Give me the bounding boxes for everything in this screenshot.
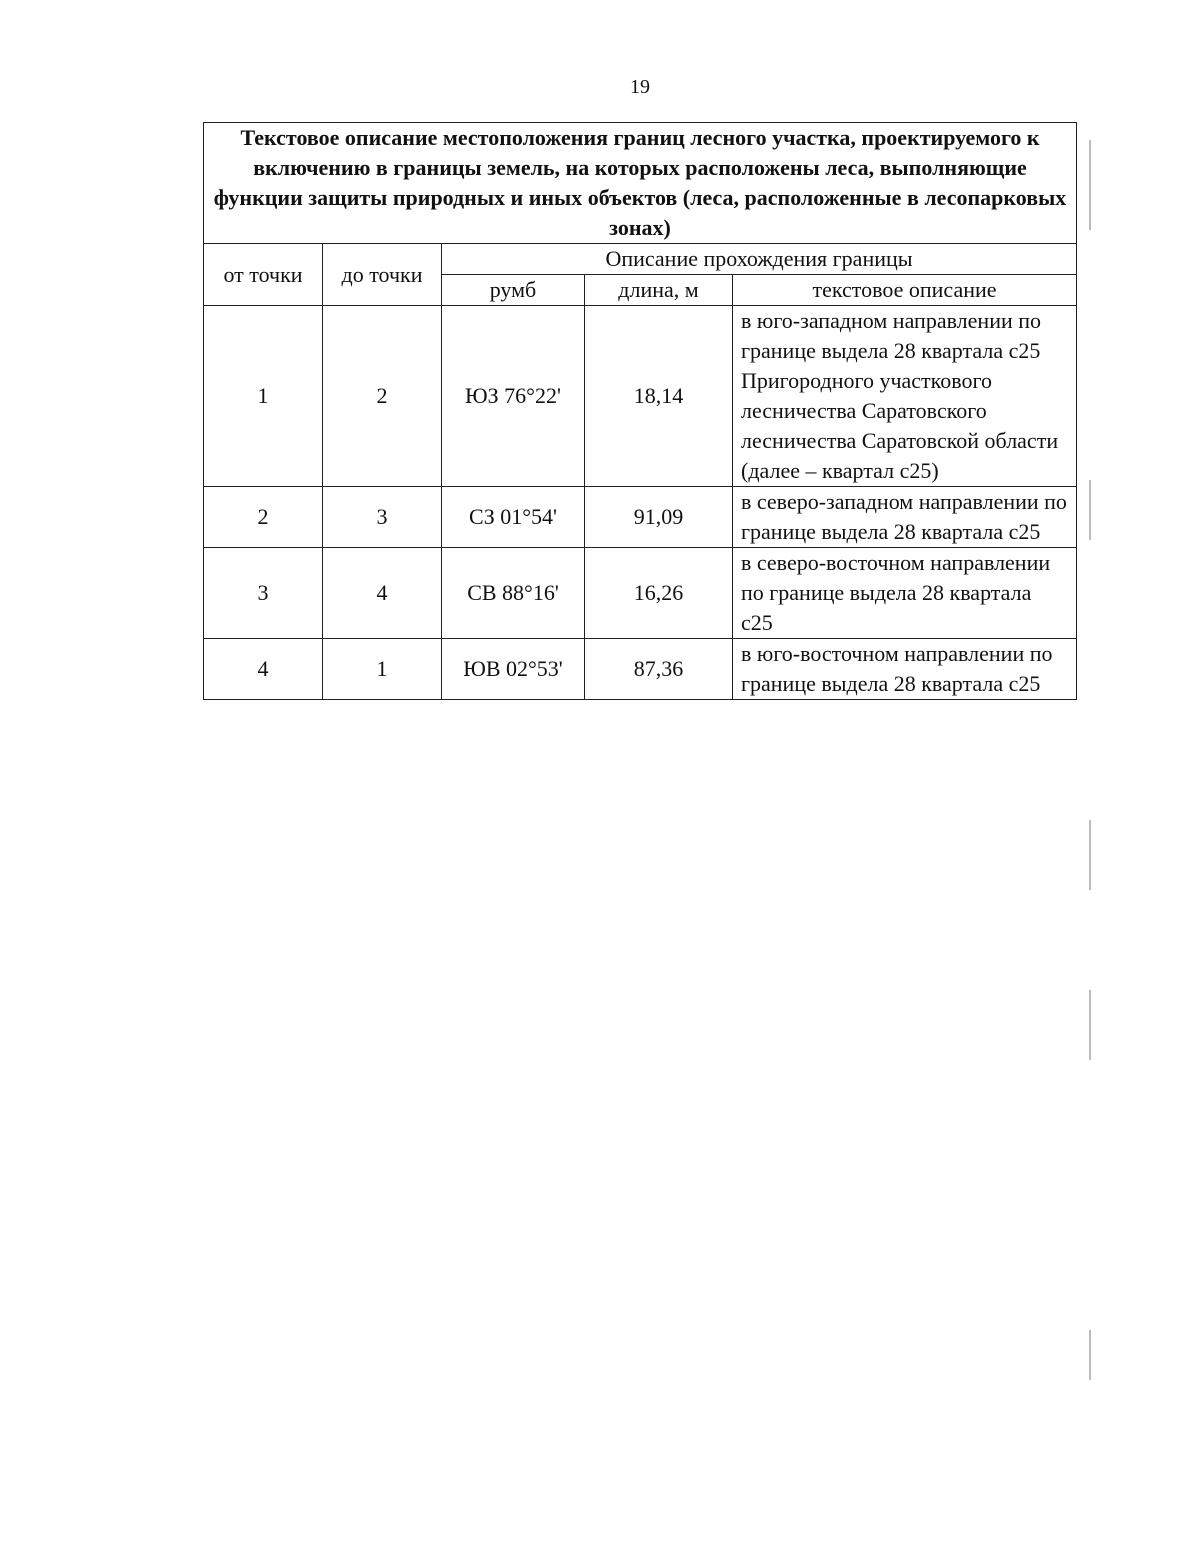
cell-from: 3 <box>204 548 323 639</box>
boundary-description-table <box>203 122 1077 700</box>
cell-length: 91,09 <box>585 487 733 548</box>
table-caption-row <box>204 123 1077 244</box>
header-length: длина, м <box>585 275 733 306</box>
cell-length: 87,36 <box>585 639 733 700</box>
table-row <box>204 306 1077 487</box>
cell-bearing: ЮВ 02°53' <box>442 639 585 700</box>
table-row <box>204 487 1077 548</box>
header-from-point: от точки <box>204 244 323 306</box>
cell-to: 1 <box>323 639 442 700</box>
cell-description: в юго-западном направлении по границе выдела 28 квартала с25 Пригородного участкового лесничества Саратовского лесничества Саратовской области (далее – квартал с25) <box>733 306 1077 487</box>
cell-description: в северо-восточном направлении по границе выдела 28 квартала с25 <box>733 548 1077 639</box>
scan-artifact-line <box>1089 140 1091 230</box>
scan-artifact-line <box>1089 990 1091 1060</box>
header-text-description: текстовое описание <box>733 275 1077 306</box>
header-to-point: до точки <box>323 244 442 306</box>
page-number: 19 <box>630 76 650 98</box>
table-row <box>204 639 1077 700</box>
cell-bearing: СВ 88°16' <box>442 548 585 639</box>
table-row <box>204 548 1077 639</box>
cell-length: 16,26 <box>585 548 733 639</box>
cell-bearing: ЮЗ 76°22' <box>442 306 585 487</box>
cell-from: 4 <box>204 639 323 700</box>
cell-description: в северо-западном направлении по границе выдела 28 квартала с25 <box>733 487 1077 548</box>
cell-from: 1 <box>204 306 323 487</box>
header-bearing: румб <box>442 275 585 306</box>
cell-description: в юго-восточном направлении по границе выдела 28 квартала с25 <box>733 639 1077 700</box>
cell-from: 2 <box>204 487 323 548</box>
cell-bearing: СЗ 01°54' <box>442 487 585 548</box>
cell-to: 2 <box>323 306 442 487</box>
cell-to: 4 <box>323 548 442 639</box>
cell-length: 18,14 <box>585 306 733 487</box>
table-caption: Текстовое описание местоположения границ лесного участка, проектируемого к включению в границы земель, на которых расположены леса, выполняющие функции защиты природных и иных объектов (леса, расположенные в лесопарковых зонах) <box>204 123 1077 244</box>
scan-artifact-line <box>1089 1330 1091 1380</box>
scan-artifact-line <box>1089 480 1091 540</box>
scan-artifact-line <box>1089 820 1091 890</box>
header-boundary-description: Описание прохождения границы <box>442 244 1077 275</box>
cell-to: 3 <box>323 487 442 548</box>
header-row-top <box>204 244 1077 275</box>
